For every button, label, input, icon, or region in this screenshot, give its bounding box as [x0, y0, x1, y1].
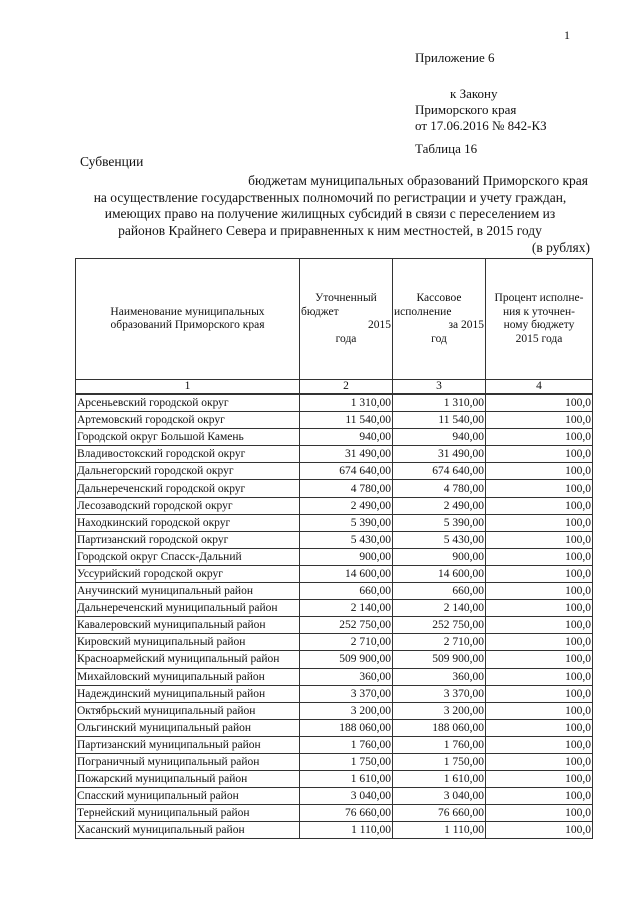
percent-cell: 100,0	[486, 668, 593, 685]
executed-cell: 76 660,00	[393, 805, 486, 822]
budget-cell: 3 370,00	[300, 685, 393, 702]
law-reference	[415, 86, 547, 134]
table-row	[76, 394, 593, 412]
header-executed	[393, 259, 486, 380]
municipality-cell: Дальнегорский городской округ	[76, 463, 300, 480]
percent-cell: 100,0	[486, 736, 593, 753]
document-title	[70, 173, 590, 239]
law-line-1: к Закону	[450, 86, 498, 101]
executed-cell: 3 370,00	[393, 685, 486, 702]
table-row	[76, 822, 593, 839]
percent-cell: 100,0	[486, 548, 593, 565]
budget-cell: 2 140,00	[300, 600, 393, 617]
budget-cell: 252 750,00	[300, 617, 393, 634]
executed-cell: 252 750,00	[393, 617, 486, 634]
municipality-cell: Артемовский городской округ	[76, 412, 300, 429]
table-header-row	[76, 259, 593, 380]
law-line-3: от 17.06.2016 № 842-КЗ	[415, 118, 547, 133]
percent-cell: 100,0	[486, 771, 593, 788]
budget-cell: 900,00	[300, 548, 393, 565]
executed-cell: 1 610,00	[393, 771, 486, 788]
table-row	[76, 514, 593, 531]
column-number: 1	[76, 380, 300, 395]
table-row	[76, 634, 593, 651]
executed-cell: 3 040,00	[393, 788, 486, 805]
header-percent-line1: Процент исполне-	[494, 292, 584, 304]
percent-cell: 100,0	[486, 514, 593, 531]
municipality-cell: Арсеньевский городской округ	[76, 394, 300, 412]
budget-cell: 360,00	[300, 668, 393, 685]
table-row	[76, 668, 593, 685]
executed-cell: 2 140,00	[393, 600, 486, 617]
header-executed-line2: исполнение	[394, 305, 452, 318]
budget-cell: 3 040,00	[300, 788, 393, 805]
percent-cell: 100,0	[486, 412, 593, 429]
header-budget-line1: Уточненный	[315, 292, 377, 304]
budget-cell: 5 430,00	[300, 531, 393, 548]
budget-cell: 674 640,00	[300, 463, 393, 480]
column-number: 2	[300, 380, 393, 395]
table-body	[76, 394, 593, 839]
executed-cell: 940,00	[393, 429, 486, 446]
municipality-cell: Красноармейский муниципальный район	[76, 651, 300, 668]
table-row	[76, 565, 593, 582]
budget-cell: 31 490,00	[300, 446, 393, 463]
percent-cell: 100,0	[486, 600, 593, 617]
header-municipality	[76, 259, 300, 380]
municipality-cell: Партизанский городской округ	[76, 531, 300, 548]
budget-cell: 76 660,00	[300, 805, 393, 822]
executed-cell: 674 640,00	[393, 463, 486, 480]
executed-cell: 1 110,00	[393, 822, 486, 839]
header-budget-line3: 2015	[368, 319, 391, 331]
budget-cell: 188 060,00	[300, 719, 393, 736]
percent-cell: 100,0	[486, 617, 593, 634]
percent-cell: 100,0	[486, 685, 593, 702]
table-row	[76, 497, 593, 514]
executed-cell: 1 760,00	[393, 736, 486, 753]
executed-cell: 360,00	[393, 668, 486, 685]
percent-cell: 100,0	[486, 394, 593, 412]
municipality-cell: Находкинский городской округ	[76, 514, 300, 531]
header-percent	[486, 259, 593, 380]
table-row	[76, 719, 593, 736]
municipality-cell: Уссурийский городской округ	[76, 565, 300, 582]
budget-cell: 2 710,00	[300, 634, 393, 651]
municipality-cell: Пожарский муниципальный район	[76, 771, 300, 788]
executed-cell: 5 390,00	[393, 514, 486, 531]
table-row	[76, 805, 593, 822]
header-budget	[300, 259, 393, 380]
percent-cell: 100,0	[486, 719, 593, 736]
percent-cell: 100,0	[486, 702, 593, 719]
budget-cell: 1 310,00	[300, 394, 393, 412]
municipality-cell: Хасанский муниципальный район	[76, 822, 300, 839]
budget-cell: 14 600,00	[300, 565, 393, 582]
executed-cell: 900,00	[393, 548, 486, 565]
municipality-cell: Городской округ Большой Камень	[76, 429, 300, 446]
percent-cell: 100,0	[486, 565, 593, 582]
column-number: 4	[486, 380, 593, 395]
title-line-3: имеющих право на получение жилищных субсидий в связи с переселением из	[104, 206, 556, 221]
municipality-cell: Городской округ Спасск-Дальний	[76, 548, 300, 565]
budget-cell: 1 760,00	[300, 736, 393, 753]
table-row	[76, 736, 593, 753]
law-line-2: Приморского края	[415, 102, 517, 117]
percent-cell: 100,0	[486, 429, 593, 446]
executed-cell: 4 780,00	[393, 480, 486, 497]
municipality-cell: Лесозаводский городской округ	[76, 497, 300, 514]
column-number: 3	[393, 380, 486, 395]
table-row	[76, 548, 593, 565]
units-label: (в рублях)	[531, 240, 590, 255]
municipality-cell: Пограничный муниципальный район	[76, 753, 300, 770]
column-numbers-row	[76, 380, 593, 395]
header-municipality-line2: образований Приморского края	[110, 319, 265, 331]
header-percent-line2: ния к уточнен-	[502, 305, 576, 318]
municipality-cell: Тернейский муниципальный район	[76, 805, 300, 822]
table-row	[76, 412, 593, 429]
percent-cell: 100,0	[486, 446, 593, 463]
header-executed-line1: Кассовое	[416, 292, 462, 304]
table-row	[76, 480, 593, 497]
executed-cell: 2 490,00	[393, 497, 486, 514]
municipality-cell: Надеждинский муниципальный район	[76, 685, 300, 702]
table-row	[76, 531, 593, 548]
budget-cell: 4 780,00	[300, 480, 393, 497]
executed-cell: 5 430,00	[393, 531, 486, 548]
table-row	[76, 429, 593, 446]
executed-cell: 1 750,00	[393, 753, 486, 770]
percent-cell: 100,0	[486, 788, 593, 805]
budget-cell: 1 610,00	[300, 771, 393, 788]
title-line-2: на осуществление государственных полномочий по регистрации и учету граждан,	[93, 189, 567, 205]
title-first-word: Субвенции	[80, 154, 144, 169]
subventions-table	[75, 258, 593, 839]
budget-cell: 660,00	[300, 583, 393, 600]
table-row	[76, 771, 593, 788]
municipality-cell: Дальнереченский городской округ	[76, 480, 300, 497]
budget-cell: 5 390,00	[300, 514, 393, 531]
table-row	[76, 446, 593, 463]
percent-cell: 100,0	[486, 583, 593, 600]
page-number: 1	[564, 28, 570, 42]
executed-cell: 11 540,00	[393, 412, 486, 429]
table-row	[76, 600, 593, 617]
percent-cell: 100,0	[486, 822, 593, 839]
municipality-cell: Анучинский муниципальный район	[76, 583, 300, 600]
title-line-4: районов Крайнего Севера и приравненных к ним местностей, в 2015 году	[118, 222, 542, 238]
municipality-cell: Партизанский муниципальный район	[76, 736, 300, 753]
header-percent-line4: 2015 года	[515, 332, 563, 345]
municipality-cell: Кировский муниципальный район	[76, 634, 300, 651]
budget-cell: 1 110,00	[300, 822, 393, 839]
appendix-label: Приложение 6	[415, 50, 495, 65]
header-budget-line2: бюджет	[301, 305, 339, 318]
table-row	[76, 702, 593, 719]
municipality-cell: Кавалеровский муниципальный район	[76, 617, 300, 634]
table-row	[76, 753, 593, 770]
percent-cell: 100,0	[486, 634, 593, 651]
executed-cell: 2 710,00	[393, 634, 486, 651]
executed-cell: 31 490,00	[393, 446, 486, 463]
executed-cell: 660,00	[393, 583, 486, 600]
header-budget-line4: года	[335, 332, 357, 345]
municipality-cell: Октябрьский муниципальный район	[76, 702, 300, 719]
budget-cell: 1 750,00	[300, 753, 393, 770]
budget-cell: 940,00	[300, 429, 393, 446]
executed-cell: 3 200,00	[393, 702, 486, 719]
executed-cell: 1 310,00	[393, 394, 486, 412]
municipality-cell: Владивостокский городской округ	[76, 446, 300, 463]
header-percent-line3: ному бюджету	[503, 319, 575, 331]
budget-cell: 3 200,00	[300, 702, 393, 719]
table-row	[76, 685, 593, 702]
executed-cell: 188 060,00	[393, 719, 486, 736]
table-row	[76, 463, 593, 480]
executed-cell: 14 600,00	[393, 565, 486, 582]
budget-cell: 509 900,00	[300, 651, 393, 668]
percent-cell: 100,0	[486, 463, 593, 480]
percent-cell: 100,0	[486, 805, 593, 822]
table-row	[76, 788, 593, 805]
percent-cell: 100,0	[486, 753, 593, 770]
percent-cell: 100,0	[486, 531, 593, 548]
header-executed-line4: год	[431, 332, 447, 345]
header-executed-line3: за 2015	[448, 319, 484, 331]
budget-cell: 2 490,00	[300, 497, 393, 514]
table-row	[76, 617, 593, 634]
executed-cell: 509 900,00	[393, 651, 486, 668]
title-line-1: бюджетам муниципальных образований Приморского края	[248, 173, 588, 188]
municipality-cell: Ольгинский муниципальный район	[76, 719, 300, 736]
header-municipality-line1: Наименование муниципальных	[110, 305, 265, 318]
percent-cell: 100,0	[486, 497, 593, 514]
table-row	[76, 583, 593, 600]
budget-cell: 11 540,00	[300, 412, 393, 429]
percent-cell: 100,0	[486, 480, 593, 497]
municipality-cell: Дальнереченский муниципальный район	[76, 600, 300, 617]
table-row	[76, 651, 593, 668]
municipality-cell: Михайловский муниципальный район	[76, 668, 300, 685]
percent-cell: 100,0	[486, 651, 593, 668]
municipality-cell: Спасский муниципальный район	[76, 788, 300, 805]
table-number: Таблица 16	[415, 141, 478, 156]
